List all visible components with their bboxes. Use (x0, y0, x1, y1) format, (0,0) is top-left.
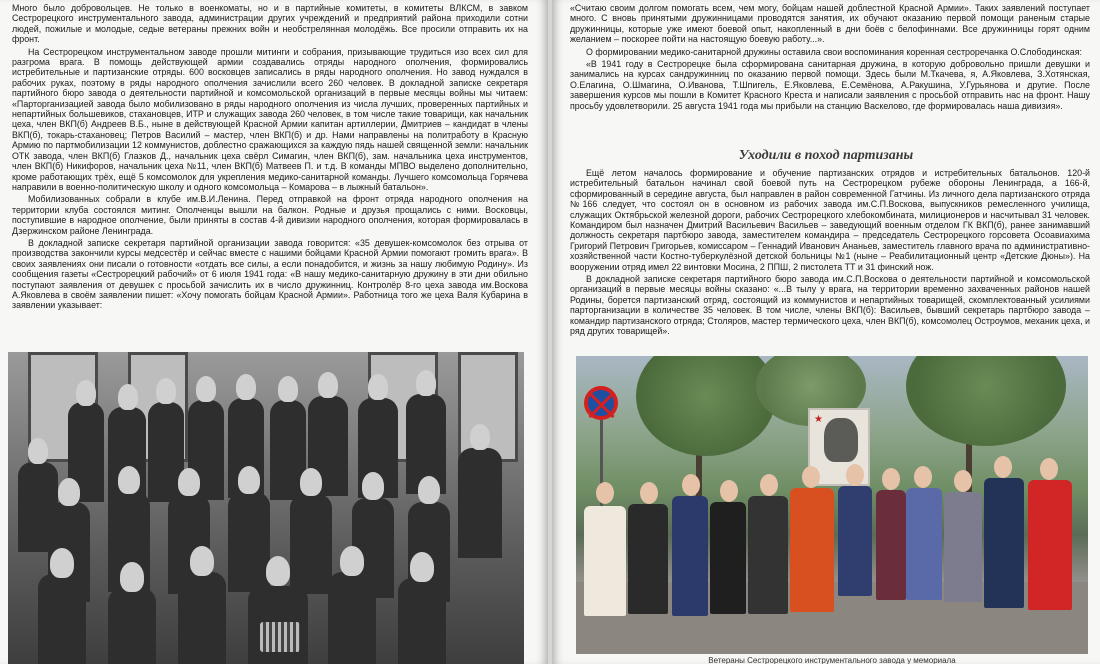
accordion-shape (260, 622, 300, 652)
left-page (0, 0, 548, 664)
paragraph: О формировании медико-санитарной дружины оставила свои воспоминания коренная сестроречанка О.Слободинская: (586, 46, 1083, 57)
paragraph: В докладной записке секретаря партийного бюро завода им.С.П.Воскова о деятельности партийной и комсомольской организаций в первые месяцы войны сказано: «...В тылу у врага, на территории временно захваченных районов нашей Родины, борется партизанский отряд, состоящий из коммунистов и непартийных товарищей, скомплектованный усилиями парторганизации в количестве 35 человек. В том числе, члены ВКП(б): Васильев, бывший секретарь партбюро завода – командир партизанского отряда; Столяров, мастер термического цеха, член ВКП(б), комсомолец Остроумов, механик цеха, и ряд других товарищей». (570, 274, 1090, 337)
paragraph: В докладной записке секретаря партийной организации завода говорится: «35 девушек-комсомолок без отрыва от производства закончили курсы медсестёр и сейчас вместе с нашими бойцами Красной Армии помогают громить врага». В своих заявлениях они писали о готовности «отдать все силы, а если понадобится, и жизнь за нашу любимую Родину». Из сообщения газеты «Сестрорецкий рабочий» от 6 июля 1941 года: «В нашу медико-санитарную дружину в эти дни обильно поступают заявления от девушек с просьбой зачислить их в число дружинниц. Контролёр 8-го цеха завода им.Воскова А.Яковлева в своём заявлении пишет: «Хочу помогать бойцам Красной Армии». Работница того же цеха Валя Кубарина в заявлении указывает: (12, 237, 528, 311)
left-page-text (12, 3, 528, 343)
memorial-group-photo (576, 356, 1088, 654)
paragraph: На Сестрорецком инструментальном заводе прошли митинги и собрания, призывающие трудиться изо всех сил для разгрома врага. В помощь действующей армии создавались отряды народного ополчения, формировались истребительные и партизанские отряды. 600 восковцев записались в ряды народного ополчения. Но завод нуждался в рабочих руках, поэтому в ряды народного ополчения зачислили всего 260 человек. В докладной записке секретаря партийного бюро завода о деятельности партийной и комсомольской организаций в первые месяцы войны мы читаем: «Парторганизацией завода было мобилизовано в ряды народного ополчения из числа лучших, проверенных партийных и непартийных большевиков, стахановцев, ИТР и служащих завода 260 человек, в том числе такие товарищи, как начальник цеха, член ВКП(б) Андреев В.Б., ныне в действующей Красной Армии капитан артиллерии, Дмитриев – кандидат в члены ВКП(б), токарь-стахановец; Петров Василий – мастер, член ВКП(б) и др. Нами направлены на политработу в Красную Армию по партмобилизации 12 коммунистов, доблестно сражающихся за каждую пядь нашей священной земли: начальник ОТК завода, член ВКП(б) Глазков Д., начальник цеха свёрл Симагин, член ВКП(б), зам. начальника цеха инструментов, член ВКП(б) Никифоров, начальник цеха №11, член ВКП(б) Матвеев П. и т.д. В команды МПВО выделено дополнительно, кроме работающих трёх, ещё 5 комсомолок для укрепления медико-санитарной команды. Лучшего комсомольца Горячева направили в военно-политическую школу и одного комсомольца – Комарова – в лыжный батальон». (12, 46, 528, 192)
memorial-portrait: ★ (808, 408, 870, 486)
paragraph: «Считаю своим долгом помогать всем, чем могу, бойцам нашей доблестной Красной Армии». Таких заявлений поступает много. С вновь принятыми дружинницами проводятся занятия, их обучают оказанию первой помощи раненым старые дружинницы, которые уже имеют боевой опыт, накопленный в дни боёв с белофиннами. Все дружинницы горят одним желанием – поскорее пойти на настоящую боевую работу...». (570, 3, 1090, 45)
paragraph: Ещё летом началось формирование и обучение партизанских отрядов и истребительных батальонов. 120-й истребительный батальон начинал свой боевой путь на Сестрорецком рубеже обороны Ленинграда, а 166-й, сформированный в середине августа, был направлен в район современной Гатчины. Из личного дела партизанского отряда №166 следует, что состоял он в основном из рабочих завода им.С.П.Воскова, выпускников ремесленного училища, служащих Октябрьской железной дороги, рабочих Сестрорецкого хлебокомбината, милиционеров и насчитывал 31 человек. Командиром был назначен Дмитрий Васильевич Васильев – заведующий военным отделом ГК ВКП(б), ранее занимавший должность секретаря партбюро завода, заместителем командира – председатель Сестрорецкого горсовета Осоавиахима Григорий Петрович Григорьев, комиссаром – Геннадий Иванович Ананьев, заместитель главного врача по административно-хозяйственной части Костно-туберкулёзной детской больницы №1 (ныне – Реабилитационный центр «Детские Дюны»). На вооружении отряд имел 22 винтовки Мосина, 2 ППШ, 2 пистолета ТТ и 31 финский нож. (570, 168, 1090, 272)
right-page (552, 0, 1100, 664)
no-stopping-sign-icon (584, 386, 618, 420)
photo-caption: Ветераны Сестрорецкого инструментального завода у мемориала (708, 656, 956, 664)
section-title: Уходили в поход партизаны (738, 148, 914, 163)
right-page-bottom-text (570, 168, 1090, 356)
paragraph: Мобилизованных собрали в клубе им.В.И.Ленина. Перед отправкой на фронт отряда народного ополчения на территории клуба состоялся митинг. Ополченцы вышли на балкон. Родные и друзья прощались с ними. Восковцы, поступившие в народное ополчение, были приняты в состав 4-й дивизии народного ополчения, которая формировалась в Дзержинском районе Ленинграда. (12, 194, 528, 236)
paragraph: Много было добровольцев. Не только в военкоматы, но и в партийные комитеты, в комитеты ВЛКСМ, в завком Сестрорецкого инструментального завода, администрации других учреждений и предприятий района приходили сотни людей, пожилые и молодые, седые ветераны прежних войн и необстрелянная молодёжь. Все просили отправить их на фронт. (12, 3, 528, 45)
right-page-top-text (570, 3, 1090, 143)
archival-group-photo (8, 352, 524, 664)
paragraph: «В 1941 году в Сестрорецке была сформирована санитарная дружина, в которую добровольно пришли девушки и занимались на курсах сандружинниц по оказанию первой помощи. Здесь были М.Ткачева, я, А.Яковлева, З.Хотянская, О.Елагина, О.Шмагина, О.Иванова, Т.Шпигель, Е.Яковлева, Е.Семёнова, А.Ракушина, У.Гурьянова и другие. После завершения курсов мы пошли в Комитет Красного Креста и написали заявления с просьбой отправить нас на фронт. Нашу просьбу удовлетворили. 25 августа 1941 года мы прибыли на станцию Васкелово, где формировалась наша дивизия». (570, 59, 1090, 111)
